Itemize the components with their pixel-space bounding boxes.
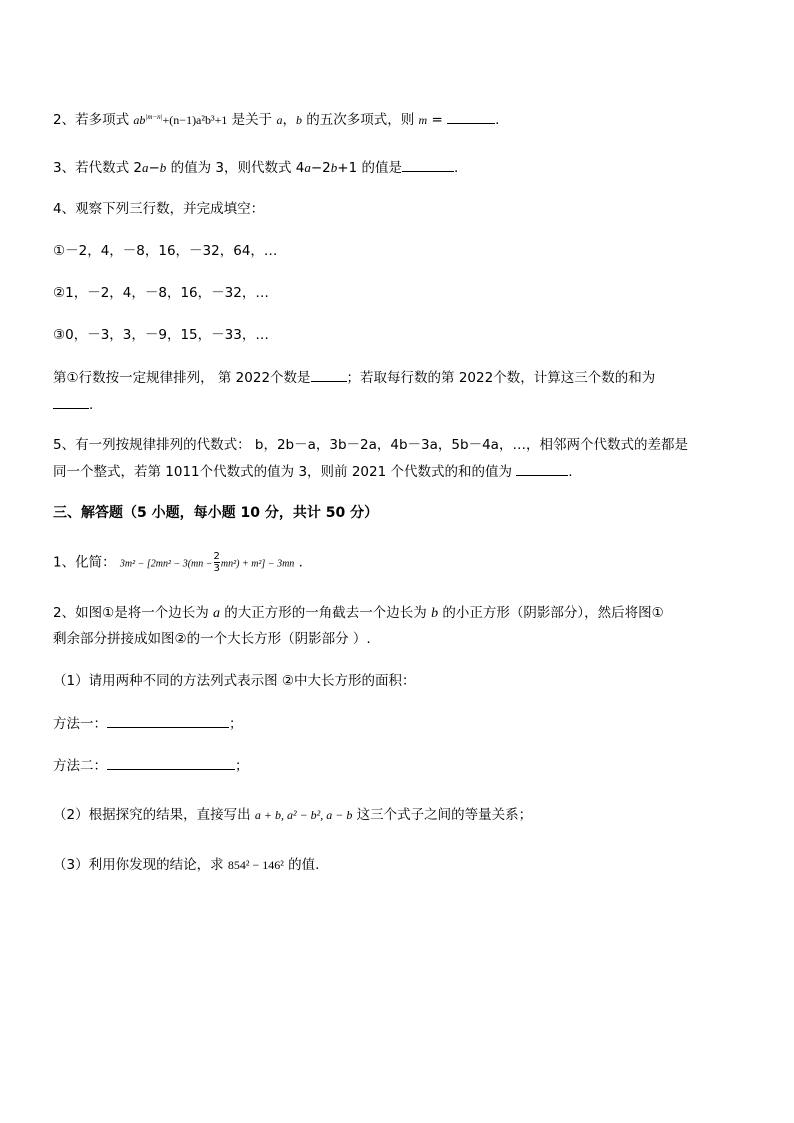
s2-p3b: 的值. <box>283 857 320 873</box>
q4-para1b: ；若取每行数的第 2022个数，计算这三个数的和为 <box>346 370 656 386</box>
q5-line-2 <box>53 463 573 480</box>
q2-comma: ， <box>282 112 296 128</box>
s1-expr-a: 3m² − [2mn² − 3(mn − <box>119 558 213 570</box>
q3-answer-blank[interactable] <box>402 159 454 172</box>
q5-end: . <box>568 464 573 480</box>
q3-var-b1: b <box>159 160 167 175</box>
q2-answer-blank[interactable] <box>447 111 495 124</box>
q4-para-line-1 <box>53 369 655 386</box>
q3-var-a2: a <box>304 160 311 175</box>
q2-end: . <box>495 112 500 128</box>
s2-p3-math: 854² − 146² <box>227 858 284 872</box>
s2-line1a: 2、如图①是将一个边长为 <box>53 605 213 621</box>
q3-text-c: +1 的值是 <box>337 160 402 176</box>
q2-var-m: m <box>418 113 428 127</box>
q4-end: . <box>89 397 94 413</box>
q3-text-a: 3、若代数式 2 <box>53 160 142 176</box>
q4-title: 4、观察下列三行数，并完成填空： <box>53 201 265 217</box>
q5-line-1: 5、有一列按规律排列的代数式： b，2b－a，3b－2a，4b－3a，5b－4a，…，相邻两个代数式的差都是 <box>53 437 688 453</box>
solve-1 <box>53 551 303 574</box>
s2-part-1: （1）请用两种不同的方法列式表示图 ②中大长方形的面积： <box>53 673 416 689</box>
s2-method-2-end: ； <box>235 758 249 774</box>
question-3 <box>53 159 458 176</box>
q2-var-a: a <box>276 113 283 127</box>
s2-method-1-blank[interactable] <box>107 715 229 728</box>
s2-part-2 <box>53 807 532 823</box>
s1-fraction: $\frac{2}{3}$ <box>213 551 220 574</box>
s2-line1c: 的小正方形（阴影部分），然后将图① <box>438 605 664 621</box>
q5-line2-text: 同一个整式，若第 1011个代数式的值为 3，则前 2021 个代数式的和的值为 <box>53 464 512 480</box>
q2-term-a: $ab^{|m-n|}$ <box>133 113 163 127</box>
q2-var-b: b <box>295 113 302 127</box>
q4-row-2: ②1，－2，4，－8，16，－32，… <box>53 285 269 301</box>
q4-blank-2[interactable] <box>53 396 89 409</box>
q3-minus: − <box>148 160 160 176</box>
s2-method-1-label: 方法一： <box>53 716 107 732</box>
q4-blank-1[interactable] <box>311 369 347 382</box>
q3-text-b: 的值为 3，则代数式 4 <box>166 160 305 176</box>
s2-p3a: （3）利用你发现的结论，求 <box>53 857 228 873</box>
s2-line-1 <box>53 605 664 622</box>
s1-label: 1、化简： <box>53 554 116 571</box>
s1-end: . <box>298 554 303 571</box>
s2-part-3 <box>53 857 319 873</box>
s2-p2b: 这三个式子之间的等量关系； <box>352 807 533 823</box>
q4-row-3: ③0，－3，3，－9，15，－33，… <box>53 327 269 343</box>
q4-para-line-2 <box>53 396 93 413</box>
section-3-title: 三、解答题（5 小题，每小题 10 分，共计 50 分） <box>53 505 379 521</box>
s2-p2a: （2）根据探究的结果，直接写出 <box>53 807 255 823</box>
q4-para1: 第①行数按一定规律排列， 第 2022个数是 <box>53 370 311 386</box>
q2-middle: 是关于 <box>231 112 277 128</box>
q2-term-b: +(n−1)a²b³+1 <box>162 113 228 127</box>
q2-suffix: 的五次多项式，则 <box>301 112 419 128</box>
s2-var-a: a <box>212 606 220 621</box>
s2-method-2-blank[interactable] <box>107 757 235 770</box>
s2-method-1 <box>53 715 243 732</box>
q3-var-b2: b <box>330 160 338 175</box>
s2-line1b: 的大正方形的一角截去一个边长为 <box>219 605 432 621</box>
q3-minus2: −2 <box>310 160 331 176</box>
q2-prefix: 2、若多项式 <box>53 112 130 128</box>
s2-method-1-end: ； <box>229 716 243 732</box>
s2-p2-math: a + b, a² − b², a − b <box>254 808 353 822</box>
q2-eq: = <box>427 112 448 128</box>
question-2 <box>53 109 499 128</box>
s2-line-2: 剩余部分拼接成如图②的一个大长方形（阴影部分 ）. <box>53 631 371 647</box>
s2-method-2 <box>53 757 249 774</box>
q4-row-1: ①－2，4，－8，16，－32，64，… <box>53 243 278 259</box>
q3-var-a1: a <box>141 160 149 175</box>
s1-expr-b: mn²) + m²] − 3mn <box>220 558 295 570</box>
s2-var-b: b <box>431 606 439 621</box>
q3-end: . <box>453 160 459 176</box>
q5-answer-blank[interactable] <box>516 463 568 476</box>
s2-method-2-label: 方法二： <box>53 758 107 774</box>
